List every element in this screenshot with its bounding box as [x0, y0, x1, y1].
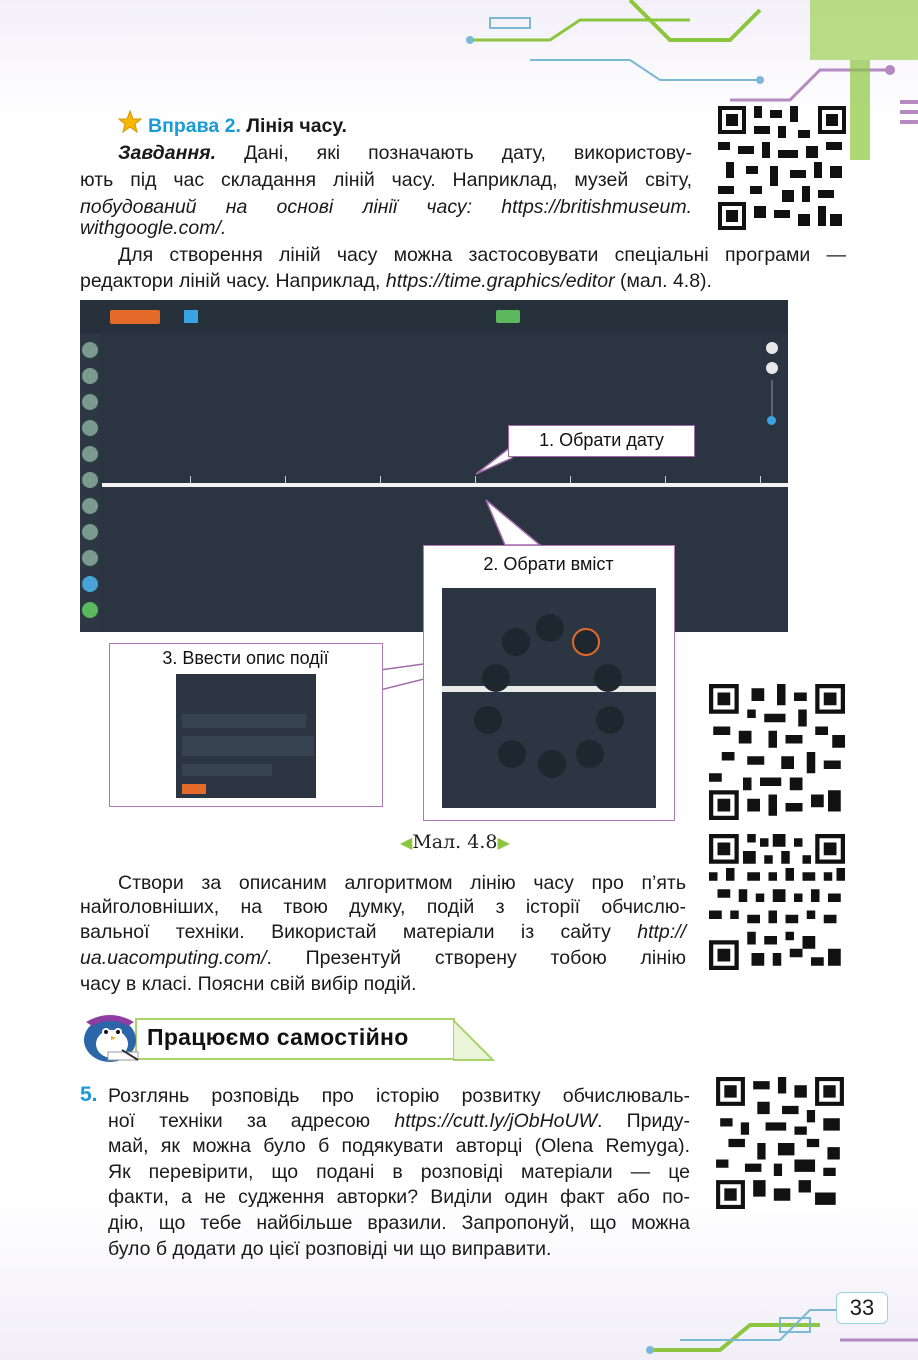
task5-line-4: Як перевірити, що подані в розповіді матеріали — це [108, 1161, 690, 1183]
task5-text: ної техніки за адресою [108, 1110, 395, 1132]
chart-icon[interactable] [474, 706, 502, 734]
event-title-field[interactable] [182, 714, 306, 728]
section-title: Працюємо самостійно [147, 1024, 409, 1050]
task-text-1: Дані, які позначають дату, використову- [244, 142, 692, 164]
para2-text: редактори ліній часу. Наприклад, [80, 270, 386, 292]
para3-line-2: найголовніших, на твою думку, подій з історії обчислю- [80, 896, 686, 918]
choose-content-panel [423, 545, 675, 821]
task5-line-3: май, як можна було б подякувати авторці (Olena Remyga). [108, 1135, 690, 1157]
bar-icon[interactable] [594, 664, 622, 692]
event-form-screenshot [176, 674, 316, 798]
callout-choose-date: 1. Обрати дату [508, 425, 695, 457]
caption-text: Мал. 4.8 [412, 831, 498, 853]
event-date-field[interactable] [182, 764, 272, 776]
callout-enter-description: 3. Ввести опис події [162, 648, 329, 668]
google-icon[interactable] [502, 628, 530, 656]
content-menu-screenshot [442, 588, 656, 808]
task5-text-2: . Приду- [597, 1110, 690, 1132]
line-chart-icon[interactable] [576, 740, 604, 768]
content-timeline-axis [442, 686, 656, 692]
task5-line-7: було б додати до цієї розповіді чи що виправити. [108, 1238, 552, 1260]
para3-line-5: часу в класі. Поясни свій вибір подій. [80, 973, 417, 995]
task5-line-5: факти, а не судження авторки? Виділи один факт або по- [108, 1186, 690, 1208]
exercise-number: Вправа 2. [148, 115, 241, 137]
exercise-line-2: ють під час складання ліній часу. Наприклад, музей світу, [80, 169, 692, 191]
event-description-panel [109, 643, 383, 807]
uacomputing-link-part1[interactable]: http:// [637, 921, 686, 943]
globe-icon[interactable] [538, 750, 566, 778]
exercise-line-4: withgoogle.com/. [80, 217, 227, 239]
caption-right-arrow-icon: ▶ [497, 833, 510, 852]
uacomputing-link-part2[interactable]: ua.uacomputing.com/ [80, 947, 267, 969]
event-save-button[interactable] [182, 784, 206, 794]
image-icon[interactable] [536, 614, 564, 642]
cutt-ly-link[interactable]: https://cutt.ly/jObHoUW [394, 1110, 597, 1132]
task5-line-1: Розглянь розповідь про історію розвитку обчислюваль- [108, 1085, 690, 1107]
exercise-title: Лінія часу. [246, 115, 347, 137]
callout-choose-content: 2. Обрати вміст [483, 554, 614, 574]
caption-left-arrow-icon: ◀ [400, 833, 413, 852]
flag-icon[interactable] [572, 628, 600, 656]
para3-text-2: . Презентуй створену тобою лінію [266, 947, 686, 969]
progress-icon[interactable] [596, 706, 624, 734]
banner-tail [453, 1018, 495, 1062]
exercise-line-3: побудований на основі лінії часу: https://britishmuseum. [80, 196, 692, 218]
task-label: Завдання. [118, 142, 217, 164]
photo-icon[interactable] [482, 664, 510, 692]
task5-line-6: дію, що тебе найбільше вразили. Запропонуй, що можна [108, 1212, 690, 1234]
para3-line-1: Створи за описаним алгоритмом лінію часу про п’ять [118, 872, 686, 894]
api-icon[interactable] [498, 740, 526, 768]
task-number: 5. [80, 1083, 98, 1106]
page-number: 33 [836, 1292, 888, 1324]
time-graphics-link[interactable]: https://time.graphics/editor [385, 270, 615, 292]
para3-text: вальної техніки. Використай матеріали із сайту [80, 921, 638, 943]
para2-ref: (мал. 4.8). [614, 270, 712, 292]
event-description-field[interactable] [182, 736, 314, 756]
penguin-writing-icon [78, 1008, 144, 1064]
para2-line-1: Для створення ліній часу можна застосовувати спеціальні програми — [118, 244, 846, 266]
